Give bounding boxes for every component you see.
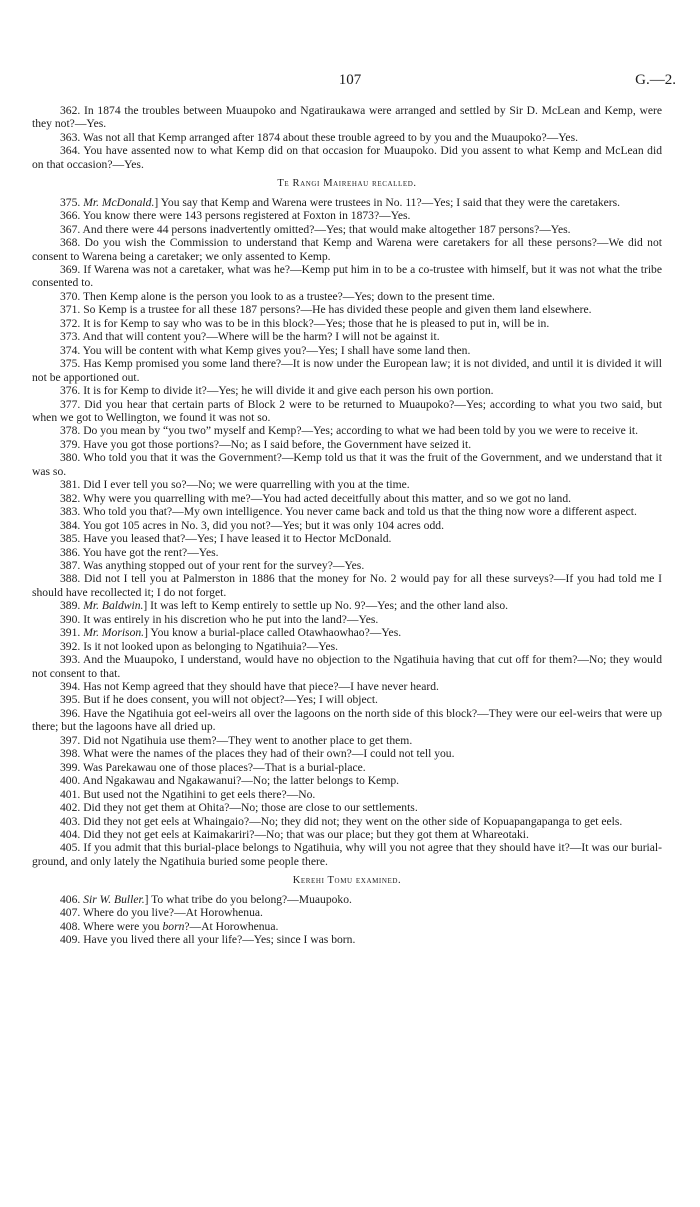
paragraph-text: 364. You have assented now to what Kemp did on that occasion for Muaupoko. Did you assent to what Kemp and McLean did on that occasion?—Yes. (32, 144, 662, 171)
paragraph-text: 366. You know there were 143 persons registered at Foxton in 1873?—Yes. (60, 209, 411, 223)
paragraph-text: 369. If Warena was not a caretaker, what was he?—Kemp put him in to be a co-trustee with himself, but it was not what the tribe consented to. (32, 262, 662, 290)
evidence-paragraph (32, 693, 662, 706)
paragraph-text: ] You say that Kemp and Warena were trustees in No. 11?—Yes; I said that they were the caretakers. (154, 195, 621, 209)
paragraph-text: 395. But if he does consent, you will not object?—Yes; I will object. (60, 693, 378, 707)
paragraph-text: 387. Was anything stopped out of your rent for the survey?—Yes. (60, 558, 365, 572)
paragraph-text: 378. Do you mean by “you two” myself and Kemp?—Yes; according to what we had been told by you we were to receive it. (60, 424, 639, 438)
evidence-paragraph (32, 532, 662, 545)
evidence-paragraph (32, 626, 662, 639)
evidence-paragraph (32, 290, 662, 303)
paragraph-text: ] It was left to Kemp entirely to settle up No. 9?—Yes; and the other land also. (143, 599, 509, 613)
paragraph-text: ?—At Horowhenua. (184, 919, 279, 933)
evidence-paragraph (32, 680, 662, 693)
speaker-name: born (162, 919, 185, 933)
evidence-body (32, 104, 662, 947)
paragraph-text: 394. Has not Kemp agreed that they should have that piece?—I have never heard. (60, 680, 439, 694)
speaker-name: Mr. McDonald. (83, 195, 155, 209)
evidence-paragraph (32, 357, 662, 384)
paragraph-text: 403. Did they not get eels at Whaingaio?—No; they did not; they went on the other side of Kopuapangapanga to get eels. (60, 814, 623, 828)
evidence-paragraph (32, 893, 662, 906)
evidence-paragraph (32, 920, 662, 933)
speaker-name: Sir W. Buller. (83, 892, 145, 906)
paragraph-text: 377. Did you hear that certain parts of Block 2 were to be returned to Muaupoko?—Yes; according to what you two said, but when we got to Wellington, we found it was not so. (32, 397, 662, 424)
paragraph-text: 407. Where do you live?—At Horowhenua. (60, 906, 263, 920)
evidence-paragraph (32, 841, 662, 868)
evidence-paragraph (32, 613, 662, 626)
paragraph-text: 382. Why were you quarrelling with me?—You had acted deceitfully about this matter, and so we got no land. (60, 491, 572, 505)
evidence-paragraph (32, 747, 662, 760)
evidence-paragraph (32, 209, 662, 222)
evidence-paragraph (32, 559, 662, 572)
evidence-paragraph (32, 906, 662, 919)
evidence-paragraph (32, 438, 662, 451)
evidence-paragraph (32, 236, 662, 263)
witness-heading-text: Kerehi Tomu examined. (292, 875, 402, 887)
paragraph-lead: 408. Where were you (60, 919, 163, 933)
evidence-paragraph (32, 653, 662, 680)
paragraph-text: 397. Did not Ngatihuia use them?—They went to another place to get them. (60, 733, 413, 747)
evidence-paragraph (32, 398, 662, 425)
evidence-paragraph (32, 599, 662, 612)
evidence-paragraph (32, 196, 662, 209)
paragraph-text: 380. Who told you that it was the Government?—Kemp told us that it was the fruit of the Government, and we understand that it was so. (32, 451, 662, 478)
evidence-paragraph (32, 788, 662, 801)
evidence-paragraph (32, 815, 662, 828)
evidence-paragraph (32, 344, 662, 357)
evidence-paragraph (32, 303, 662, 316)
evidence-paragraph (32, 330, 662, 343)
paragraph-text: 384. You got 105 acres in No. 3, did you not?—Yes; but it was only 104 acres odd. (60, 518, 444, 532)
paragraph-text: ] You know a burial-place called Otawhaowhao?—Yes. (144, 626, 402, 640)
paragraph-text: 374. You will be content with what Kemp gives you?—Yes; I shall have some land then. (60, 343, 471, 357)
paragraph-text: 385. Have you leased that?—Yes; I have leased it to Hector McDonald. (60, 532, 392, 546)
evidence-paragraph (32, 223, 662, 236)
paragraph-text: ] To what tribe do you belong?—Muaupoko. (144, 892, 352, 906)
paragraph-lead: 406. (60, 892, 84, 906)
evidence-paragraph (32, 640, 662, 653)
paragraph-text: 363. Was not all that Kemp arranged after 1874 about these trouble agreed to by you and the Muaupoko?—Yes. (60, 130, 578, 144)
evidence-paragraph (32, 144, 662, 171)
paragraph-text: 404. Did they not get eels at Kaimakariri?—No; that was our place; but they got them at Whareotaki. (60, 828, 529, 842)
paragraph-text: 400. And Ngakawau and Ngakawanui?—No; the latter belongs to Kemp. (60, 774, 400, 788)
evidence-paragraph (32, 801, 662, 814)
evidence-paragraph (32, 492, 662, 505)
speaker-name: Mr. Baldwin. (83, 599, 144, 613)
paragraph-text: 375. Has Kemp promised you some land there?—It is now under the European law; it is not divided, and until it is divided it will not be apportioned out. (32, 357, 662, 384)
witness-heading (32, 874, 662, 887)
paragraph-text: 379. Have you got those portions?—No; as I said before, the Government have seized it. (60, 437, 472, 451)
witness-heading-text: Te Rangi Mairehau recalled. (277, 178, 417, 190)
page-number: 107 (338, 72, 362, 88)
paragraph-text: 388. Did not I tell you at Palmerston in 1886 that the money for No. 2 would pay for all these surveys?—If you had told me I should have recollected it; I do not forget. (32, 572, 662, 599)
paragraph-lead: 375. (60, 195, 84, 209)
evidence-paragraph (32, 317, 662, 330)
paragraph-text: 371. So Kemp is a trustee for all these 187 persons?—He has divided these people and given them land elsewhere. (60, 303, 592, 317)
paragraph-text: 376. It is for Kemp to divide it?—Yes; he will divide it and give each person his own portion. (60, 384, 494, 398)
paragraph-text: 367. And there were 44 persons inadvertently omitted?—Yes; that would make altogether 187 persons?—Yes. (60, 222, 571, 236)
evidence-paragraph (32, 519, 662, 532)
evidence-paragraph (32, 774, 662, 787)
evidence-paragraph (32, 451, 662, 478)
evidence-paragraph (32, 828, 662, 841)
evidence-paragraph (32, 104, 662, 131)
paragraph-text: 401. But used not the Ngatihini to get eels there?—No. (60, 787, 316, 801)
evidence-paragraph (32, 572, 662, 599)
paragraph-text: 399. Was Parekawau one of those places?—That is a burial-place. (60, 760, 366, 774)
evidence-paragraph (32, 546, 662, 559)
witness-heading (32, 177, 662, 190)
speaker-name: Mr. Morison. (83, 626, 145, 640)
evidence-paragraph (32, 933, 662, 946)
paragraph-text: 396. Have the Ngatihuia got eel-weirs all over the lagoons on the north side of this block?—They were our eel-weirs that were up there; but the lagoons have all dried up. (32, 706, 662, 734)
paragraph-text: 368. Do you wish the Commission to understand that Kemp and Warena were caretakers for all these persons?—We did not consent to Warena being a caretaker; we only assented to Kemp. (32, 236, 662, 263)
document-reference: G.—2. (635, 72, 676, 88)
paragraph-text: 372. It is for Kemp to say who was to be in this block?—Yes; those that he is pleased to put in, will be in. (60, 316, 550, 330)
paragraph-text: 392. Is it not looked upon as belonging to Ngatihuia?—Yes. (60, 639, 339, 653)
paragraph-text: 402. Did they not get them at Ohita?—No; those are close to our settlements. (60, 801, 418, 815)
evidence-paragraph (32, 761, 662, 774)
evidence-paragraph (32, 707, 662, 734)
paragraph-text: 390. It was entirely in his discretion who he put into the land?—Yes. (60, 612, 379, 626)
evidence-paragraph (32, 734, 662, 747)
evidence-paragraph (32, 424, 662, 437)
evidence-paragraph (32, 505, 662, 518)
evidence-paragraph (32, 263, 662, 290)
evidence-paragraph (32, 478, 662, 491)
paragraph-text: 409. Have you lived there all your life?—Yes; since I was born. (60, 933, 356, 947)
paragraph-text: 393. And the Muaupoko, I understand, would have no objection to the Ngatihuia having that cut off for them?—No; they would not consent to that. (32, 653, 662, 680)
paragraph-lead: 389. (60, 599, 84, 613)
paragraph-text: 370. Then Kemp alone is the person you look to as a trustee?—Yes; down to the present time. (60, 289, 495, 303)
paragraph-text: 383. Who told you that?—My own intelligence. You never came back and told us that the thing now wore a different aspect. (60, 505, 637, 519)
evidence-paragraph (32, 131, 662, 144)
paragraph-lead: 391. (60, 626, 84, 640)
paragraph-text: 405. If you admit that this burial-place belongs to Ngatihuia, why will you not agree that they should have it?—It was our burial-ground, and only lately the Ngatihuia buried some people there. (32, 841, 662, 868)
paragraph-text: 373. And that will content you?—Where will be the harm? I will not be against it. (60, 330, 440, 344)
evidence-paragraph (32, 384, 662, 397)
paragraph-text: 381. Did I ever tell you so?—No; we were quarrelling with you at the time. (60, 478, 410, 492)
paragraph-text: 386. You have got the rent?—Yes. (60, 545, 219, 559)
paragraph-text: 362. In 1874 the troubles between Muaupoko and Ngatiraukawa were arranged and settled by Sir D. McLean and Kemp, were they not?—Yes. (32, 104, 662, 131)
paragraph-text: 398. What were the names of the places they had of their own?—I could not tell you. (60, 747, 455, 761)
